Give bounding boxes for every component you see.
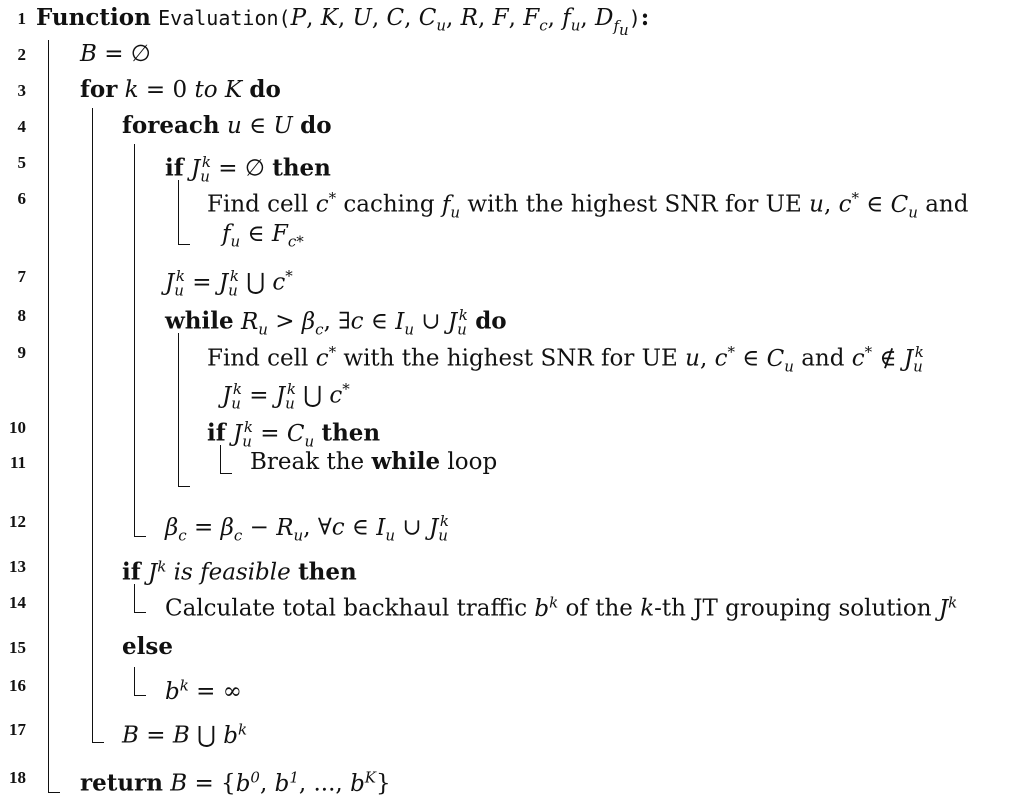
- keyword-if: if: [165, 154, 184, 182]
- keyword-then: then: [272, 154, 331, 182]
- scope-bar: [48, 40, 49, 792]
- statement-text: and: [793, 345, 852, 372]
- line-number: 17: [9, 720, 26, 739]
- keyword-return: return: [80, 769, 163, 797]
- statement-text: of the: [558, 595, 641, 622]
- algorithm-line: Calculate total backhaul traffic $b^k$ of the k-th JT grouping solution $J^k$: [165, 593, 958, 622]
- keyword-to: to: [194, 77, 218, 103]
- statement-text: Calculate total backhaul traffic: [165, 595, 535, 622]
- algorithm-line: if $J^k$ is feasible then: [122, 557, 357, 586]
- keyword-if: if: [122, 558, 141, 586]
- line-number: 14: [9, 593, 26, 612]
- algorithm-line: $J_u^k = J_u^k$ ⋃ c*: [222, 380, 350, 413]
- scope-hook: [134, 536, 146, 537]
- line-number: 18: [9, 768, 26, 787]
- statement-text: caching: [336, 191, 442, 218]
- line-number: 9: [17, 343, 26, 362]
- function-name: Evaluation: [158, 6, 279, 30]
- line-number: 4: [17, 117, 26, 136]
- statement-text: -th JT grouping solution: [654, 595, 939, 622]
- keyword-while: while: [165, 307, 234, 335]
- algorithm-line: for k = 0 to K do: [80, 76, 281, 103]
- scope-bar: [134, 667, 135, 695]
- scope-hook: [92, 742, 104, 743]
- scope-hook: [178, 486, 190, 487]
- statement-text: with the highest SNR for UE: [460, 191, 810, 218]
- line-number: 11: [9, 453, 26, 472]
- statement-text: Break the: [250, 449, 372, 475]
- line-number: 5: [17, 153, 26, 172]
- algorithm-line: Function Evaluation(P, K, U, C, $C_u$, R, F, $F_c$, $f_u$, $D_{f_u}$):: [36, 4, 650, 39]
- algorithm-line: while $R_u > \beta_c$, ∃c ∈ $I_u$ ∪ $J_u^k$ do: [165, 306, 507, 339]
- scope-hook: [220, 473, 232, 474]
- scope-bar: [134, 144, 135, 536]
- keyword-while: while: [371, 448, 441, 475]
- statement-text: Find cell: [207, 191, 316, 218]
- algorithm-line: [250, 448, 497, 476]
- line-number: 12: [9, 512, 26, 531]
- keyword-do: do: [249, 76, 281, 103]
- line-number: 3: [17, 81, 26, 100]
- scope-bar: [92, 108, 93, 742]
- keyword-for: for: [80, 76, 118, 103]
- line-number: 6: [17, 189, 26, 208]
- line-number: 1: [17, 9, 26, 28]
- algorithm-line: foreach u ∈ U do: [122, 112, 332, 139]
- algorithm-line: [122, 633, 173, 661]
- keyword-do: do: [300, 112, 332, 139]
- algorithm-line: $b^k$ = ∞: [165, 676, 242, 705]
- statement-text: loop: [440, 449, 498, 475]
- line-number: 2: [17, 45, 26, 64]
- scope-hook: [178, 244, 190, 245]
- keyword-foreach: foreach: [122, 112, 220, 139]
- algorithm-line: if $J_u^k = C_u$ then: [207, 418, 381, 451]
- algorithm-line: B = B ⋃ $b^k$: [122, 720, 248, 749]
- scope-hook: [134, 612, 146, 613]
- line-number: 10: [9, 418, 26, 437]
- keyword-is-feasible: is feasible: [173, 559, 291, 586]
- algorithm-line: $\beta_c = \beta_c - R_u$, ∀c ∈ $I_u$ ∪ $J_u^k$: [165, 512, 449, 545]
- keyword-then: then: [321, 419, 381, 447]
- line-number: 16: [9, 676, 26, 695]
- keyword-do: do: [475, 307, 507, 335]
- line-number: 8: [17, 306, 26, 325]
- keyword-function: Function: [36, 4, 151, 31]
- keyword-if: if: [207, 419, 226, 447]
- scope-bar: [178, 333, 179, 486]
- algorithm-line: if $J_u^k$ = ∅ then: [165, 153, 331, 186]
- line-number: 7: [17, 267, 26, 286]
- algorithm-line: B = ∅: [80, 41, 151, 67]
- statement-text: and: [917, 191, 969, 218]
- algorithm-line: $f_u$ ∈ $F_{c*}$: [222, 221, 304, 251]
- statement-text: with the highest SNR for UE: [336, 345, 686, 372]
- line-number: 15: [9, 638, 26, 657]
- algorithm-line: $J_u^k = J_u^k$ ⋃ c*: [165, 267, 293, 300]
- scope-bar: [134, 584, 135, 612]
- line-number: 13: [9, 557, 26, 576]
- scope-hook: [48, 792, 60, 793]
- algorithm-line: return $B = \{b^0$, $b^1$, ..., $b^K$}: [80, 768, 391, 797]
- scope-hook: [134, 695, 146, 696]
- keyword-then: then: [298, 558, 357, 586]
- statement-text: Find cell: [207, 345, 316, 372]
- algorithm-line: Find cell c* with the highest SNR for UE u, c* ∈ $C_u$ and c* ∉ $J_u^k$: [207, 343, 924, 376]
- algorithm-line: Find cell c* caching $f_u$ with the highest SNR for UE u, c* ∈ $C_u$ and: [207, 189, 969, 222]
- keyword-else: else: [122, 633, 173, 660]
